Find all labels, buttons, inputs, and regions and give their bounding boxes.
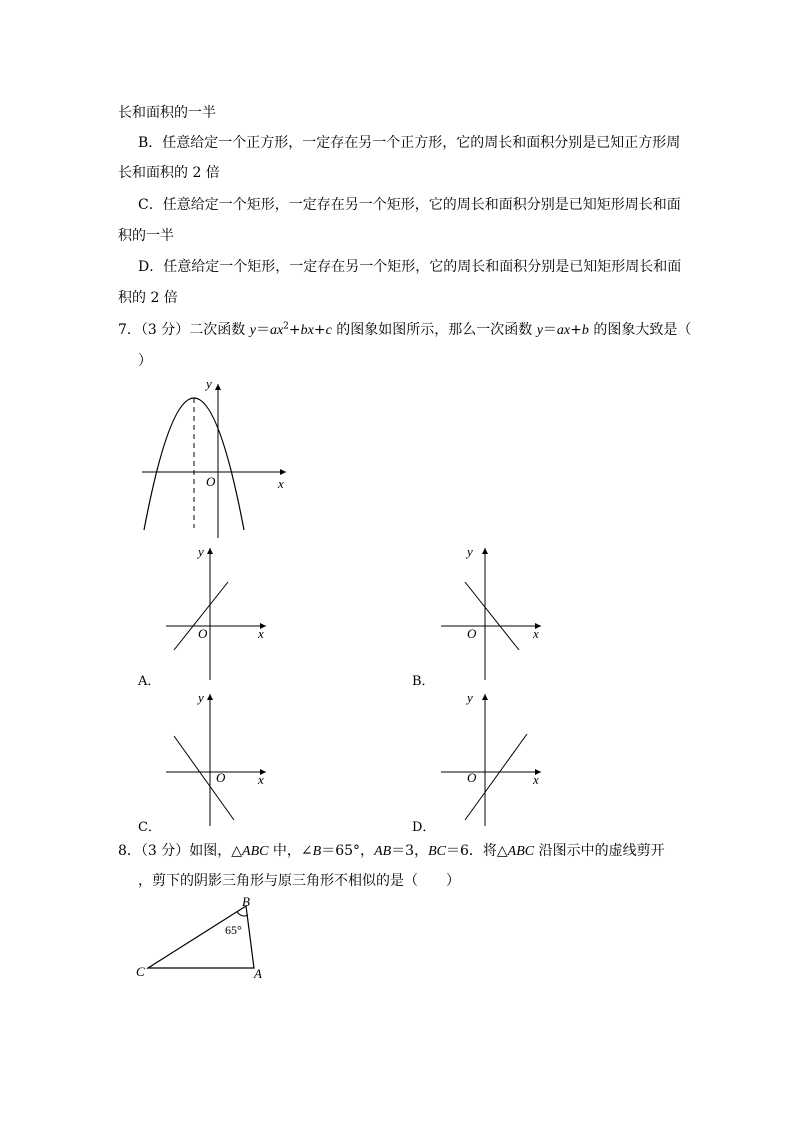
- y-label: y: [206, 376, 212, 391]
- origin-label: O: [206, 474, 216, 489]
- question-8-line2: ，剪下的阴影三角形与原三角形不相似的是（ ）: [138, 873, 460, 889]
- triangle-abc: [148, 906, 254, 968]
- question-7-close: ）: [138, 353, 152, 369]
- option-c-graph: [160, 688, 275, 828]
- text-line-5: 积的一半: [118, 228, 174, 244]
- y-label: y: [467, 690, 473, 705]
- text-line-1: 长和面积的一半: [118, 105, 216, 121]
- option-d-graph: [435, 688, 550, 828]
- vertex-c-label: C: [136, 964, 145, 979]
- question-7: 7．（3 分）二次函数 $y=ax^2+bx+c$ 的图象如图所示，那么一次函数 y＝ax+b 的图象大致是（: [118, 321, 692, 338]
- vertex-b-label: B: [242, 894, 250, 909]
- x-label: x: [258, 626, 264, 641]
- x-label: x: [258, 772, 264, 787]
- origin-label: O: [467, 626, 477, 641]
- triangle-figure: [130, 892, 280, 987]
- option-a-label: A．: [138, 674, 161, 689]
- y-label: y: [198, 544, 204, 559]
- origin-label: O: [467, 770, 477, 785]
- x-label: x: [278, 476, 284, 491]
- y-label: y: [198, 690, 204, 705]
- parabola-figure: [130, 372, 300, 542]
- option-d-label: D．: [412, 820, 436, 835]
- option-d-text: D．任意给定一个矩形，一定存在另一个矩形，它的周长和面积分别是已知矩形周长和面: [138, 259, 682, 275]
- question-8: 8．（3 分）如图，△ABC 中，∠B＝65°，AB＝3，BC＝6．将△ABC 沿图示中的虚线剪开: [118, 843, 665, 859]
- option-b-label: B．: [412, 674, 435, 689]
- option-c-text: C．任意给定一个矩形，一定存在另一个矩形，它的周长和面积分别是已知矩形周长和面: [138, 197, 681, 213]
- vertex-a-label: A: [254, 966, 262, 981]
- y-label: y: [467, 544, 473, 559]
- option-c-label: C．: [138, 820, 161, 835]
- option-a-graph: [160, 542, 275, 682]
- x-label: x: [533, 626, 539, 641]
- text-line-3: 长和面积的 2 倍: [118, 165, 220, 181]
- option-b-text: B．任意给定一个正方形，一定存在另一个正方形，它的周长和面积分别是已知正方形周: [138, 135, 681, 151]
- origin-label: O: [198, 626, 208, 641]
- text-line-7: 积的 2 倍: [118, 290, 178, 306]
- angle-label: 65°: [225, 923, 242, 937]
- x-label: x: [533, 772, 539, 787]
- option-b-graph: [435, 542, 550, 682]
- origin-label: O: [216, 770, 226, 785]
